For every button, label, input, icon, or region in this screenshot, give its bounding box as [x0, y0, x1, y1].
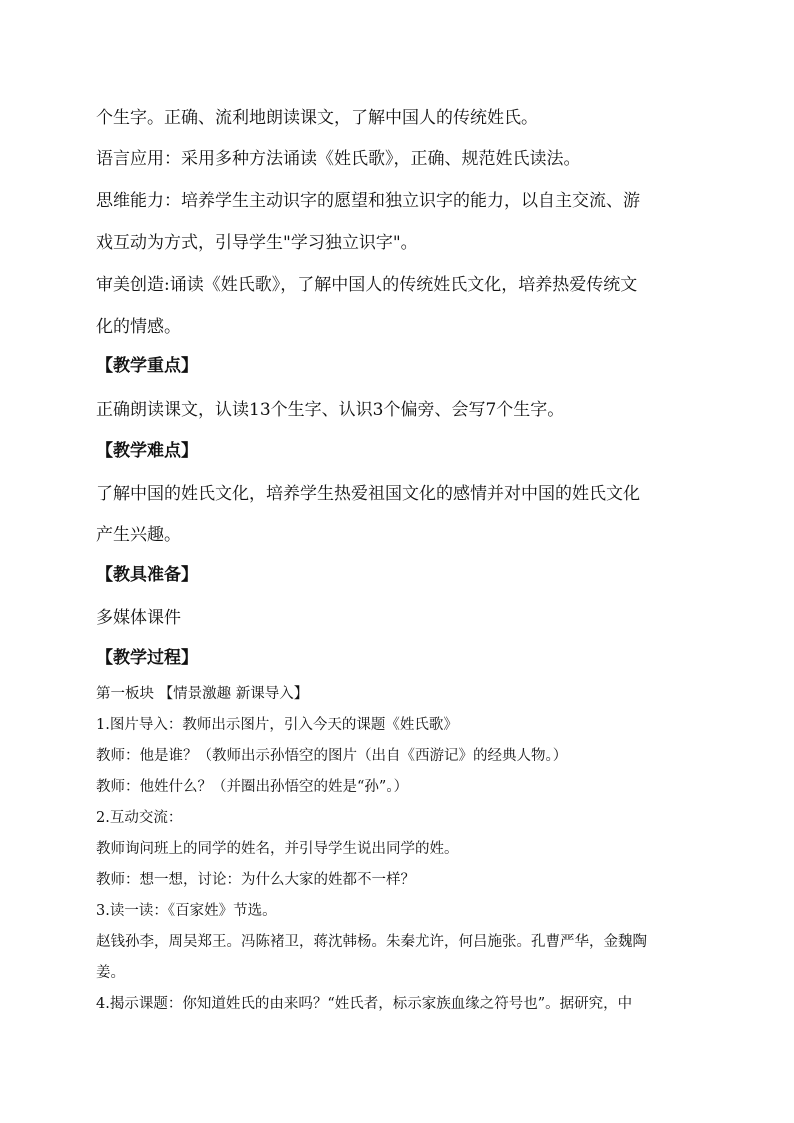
- teacher-question-2: 教师：他姓什么？（并圈出孙悟空的姓是“孙”。）: [96, 779, 409, 795]
- process-item-3: 3.读一读：《百家姓》节选。: [96, 903, 277, 919]
- objective-line: 个生字。正确、流利地朗读课文，了解中国人的传统姓氏。: [96, 108, 538, 128]
- difficulties-text-2: 产生兴趣。: [96, 525, 181, 545]
- objective-thinking-1: 思维能力：培养学生主动识字的愿望和独立识字的能力，以自主交流、游: [96, 191, 640, 211]
- process-heading: 【教学过程】: [96, 648, 198, 668]
- key-points-text: 正确朗读课文，认读13个生字、认识3个偏旁、会写7个生字。: [96, 400, 565, 420]
- difficulties-text-1: 了解中国的姓氏文化，培养学生热爱祖国文化的感情并对中国的姓氏文化: [96, 484, 640, 504]
- objective-aesthetic-1: 审美创造:诵读《姓氏歌》，了解中国人的传统姓氏文化，培养热爱传统文: [96, 275, 638, 295]
- process-section-1: 第一板块 【情景激趣 新课导入】: [96, 686, 309, 702]
- process-item-1: 1.图片导入：教师出示图片，引入今天的课题《姓氏歌》: [96, 717, 458, 733]
- excerpt-line-2: 姜。: [96, 965, 125, 981]
- key-points-heading: 【教学重点】: [96, 356, 198, 376]
- ask-names-text: 教师询问班上的同学的姓名，并引导学生说出同学的姓。: [96, 841, 459, 857]
- excerpt-line-1: 赵钱孙李，周吴郑王。冯陈褚卫，蒋沈韩杨。朱秦尤许，何吕施张。孔曹严华，金魏陶: [96, 934, 647, 950]
- materials-text: 多媒体课件: [96, 608, 181, 628]
- objective-thinking-2: 戏互动为方式，引导学生"学习独立识字"。: [96, 233, 418, 253]
- process-item-4: 4.揭示课题：你知道姓氏的由来吗？“姓氏者，标示家族血缘之符号也”。据研究，中: [96, 996, 633, 1012]
- objective-language: 语言应用：采用多种方法诵读《姓氏歌》，正确、规范姓氏读法。: [96, 149, 581, 169]
- process-item-2: 2.互动交流：: [96, 810, 183, 826]
- teacher-question-3: 教师：想一想，讨论：为什么大家的姓都不一样？: [96, 872, 415, 888]
- difficulties-heading: 【教学难点】: [96, 441, 198, 461]
- objective-aesthetic-2: 化的情感。: [96, 317, 181, 337]
- materials-heading: 【教具准备】: [96, 565, 198, 585]
- teacher-question-1: 教师：他是谁？（教师出示孙悟空的图片（出自《西游记》的经典人物。）: [96, 748, 568, 764]
